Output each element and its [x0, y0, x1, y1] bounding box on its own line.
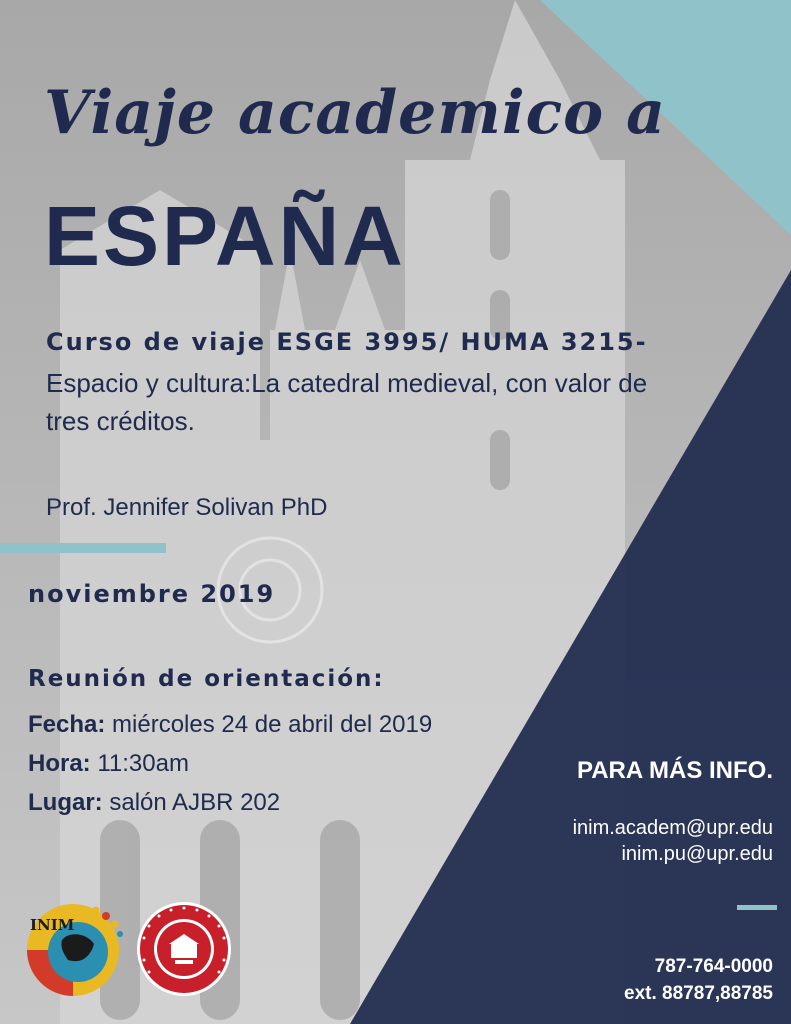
more-info-heading: PARA MÁS INFO.	[577, 757, 773, 784]
fecha-row	[28, 711, 432, 739]
professor: Prof. Jennifer Solivan PhD	[46, 494, 328, 521]
email-academ[interactable]: inim.academ@upr.edu	[572, 817, 773, 839]
inim-logo-text: INIM	[30, 916, 75, 934]
course-line: Curso de viaje ESGE 3995/ HUMA 3215-	[46, 328, 648, 356]
hora-row	[28, 750, 189, 778]
teal-divider-left	[0, 543, 166, 553]
trip-date: noviembre 2019	[28, 580, 276, 608]
hora-label: Hora:	[28, 750, 91, 777]
hora-value: 11:30am	[90, 750, 189, 777]
lugar-label: Lugar:	[28, 789, 103, 816]
inim-logo-graphic	[18, 900, 128, 1000]
lugar-row	[28, 789, 280, 817]
title-script: Viaje academico a	[44, 78, 666, 148]
fecha-value: miércoles 24 de abril del 2019	[105, 711, 433, 738]
email-pu[interactable]: inim.pu@upr.edu	[621, 843, 773, 865]
upr-seal-icon	[135, 900, 233, 998]
orientation-heading: Reunión de orientación:	[28, 666, 385, 692]
inim-logo	[18, 900, 128, 1000]
fecha-label: Fecha:	[28, 711, 106, 738]
teal-divider-right	[737, 905, 777, 910]
phone-extension: ext. 88787,88785	[624, 983, 773, 1004]
title-main: ESPAÑA	[44, 189, 406, 283]
upr-seal	[135, 900, 233, 998]
phone-number: 787-764-0000	[654, 956, 773, 977]
course-description: Espacio y cultura:La catedral medieval, con valor de tres créditos.	[46, 368, 648, 436]
lugar-value: salón AJBR 202	[102, 789, 281, 816]
